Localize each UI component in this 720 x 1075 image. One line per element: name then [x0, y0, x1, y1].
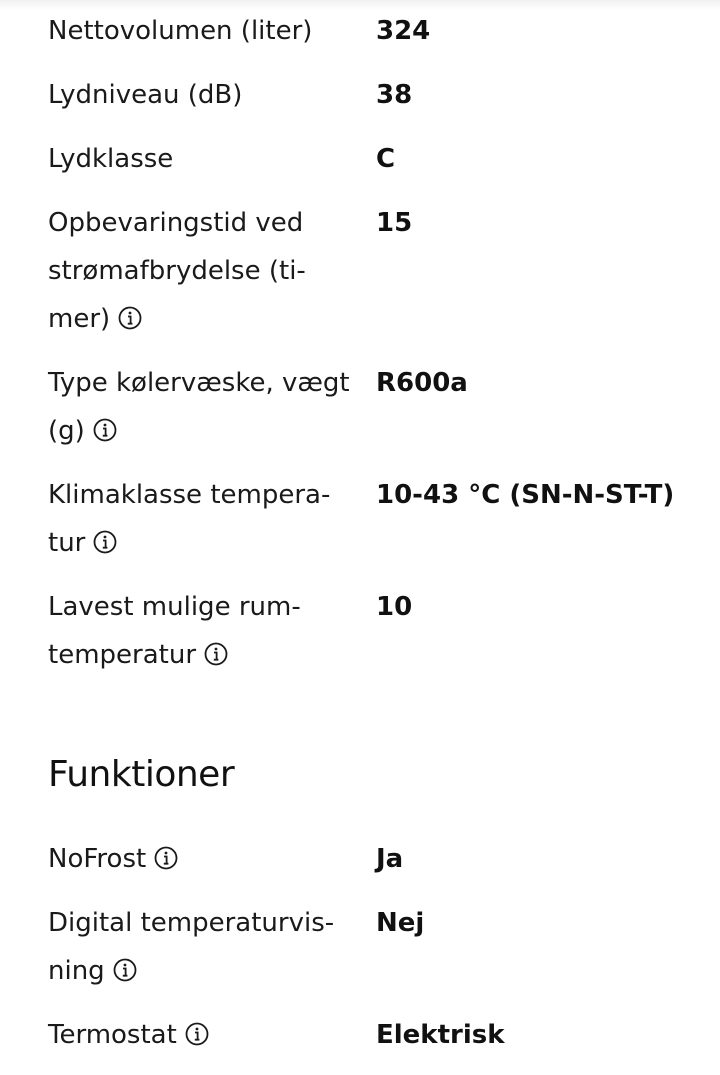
spec-value: 10-43 °C (SN-N-ST-T): [376, 480, 675, 510]
info-circle-icon[interactable]: [93, 418, 117, 442]
spec-row-noise-class: [48, 135, 688, 183]
spec-value: C: [376, 144, 396, 174]
spec-value: 15: [376, 208, 413, 238]
spec-label-line: Klimaklasse tempera-: [48, 480, 331, 510]
spec-row-climate-class: [48, 471, 688, 567]
spec-row-net-volume: [48, 7, 688, 55]
spec-label-text: Lydklasse: [48, 144, 174, 174]
spec-label: [48, 899, 354, 995]
section-title-functions: Funktioner: [48, 754, 235, 795]
spec-row-thermostat: [48, 1011, 688, 1059]
spec-label-line: NoFrost: [48, 844, 147, 874]
spec-value: Nej: [376, 908, 425, 938]
spec-label: [48, 135, 354, 183]
spec-value: 10: [376, 592, 413, 622]
spec-value: Elektrisk: [376, 1020, 505, 1050]
spec-label: [48, 199, 354, 343]
spec-label: [48, 1011, 354, 1059]
spec-row-refrigerant: [48, 359, 688, 455]
spec-row-storage-time: [48, 199, 688, 343]
spec-label-text: Nettovolumen (liter): [48, 16, 313, 46]
spec-value: R600a: [376, 368, 468, 398]
spec-value: 38: [376, 80, 413, 110]
spec-value: Ja: [376, 844, 404, 874]
spec-label-text: Lydniveau (dB): [48, 80, 243, 110]
spec-label-line: Lavest mulige rum-: [48, 592, 301, 622]
info-circle-icon[interactable]: [118, 306, 142, 330]
spec-label-line: ning: [48, 956, 105, 986]
spec-label-line: Type kølervæske, vægt: [48, 368, 350, 398]
info-circle-icon[interactable]: [154, 846, 178, 870]
spec-row-min-room-temp: [48, 583, 688, 679]
spec-label: [48, 583, 354, 679]
spec-label: [48, 71, 354, 119]
spec-label-line: temperatur: [48, 640, 197, 670]
spec-list: [48, 7, 688, 1075]
spec-row-nofrost: [48, 835, 688, 883]
spec-row-digital-display: [48, 899, 688, 995]
spec-row-noise-level: [48, 71, 688, 119]
spec-label-line: mer): [48, 304, 111, 334]
spec-label-line: (g): [48, 416, 85, 446]
spec-label-line: tur: [48, 528, 86, 558]
spec-label: [48, 7, 354, 55]
info-circle-icon[interactable]: [185, 1022, 209, 1046]
spec-label: [48, 359, 354, 455]
spec-label: [48, 471, 354, 567]
info-circle-icon[interactable]: [93, 530, 117, 554]
info-circle-icon[interactable]: [204, 642, 228, 666]
spec-label: [48, 835, 354, 883]
info-circle-icon[interactable]: [113, 958, 137, 982]
spec-label-line: Opbevaringstid ved: [48, 208, 304, 238]
spec-value: 324: [376, 16, 431, 46]
spec-label-line: Digital temperaturvis-: [48, 908, 335, 938]
spec-label-line: Termostat: [48, 1020, 177, 1050]
spec-label-line: strømafbrydelse (ti-: [48, 256, 306, 286]
